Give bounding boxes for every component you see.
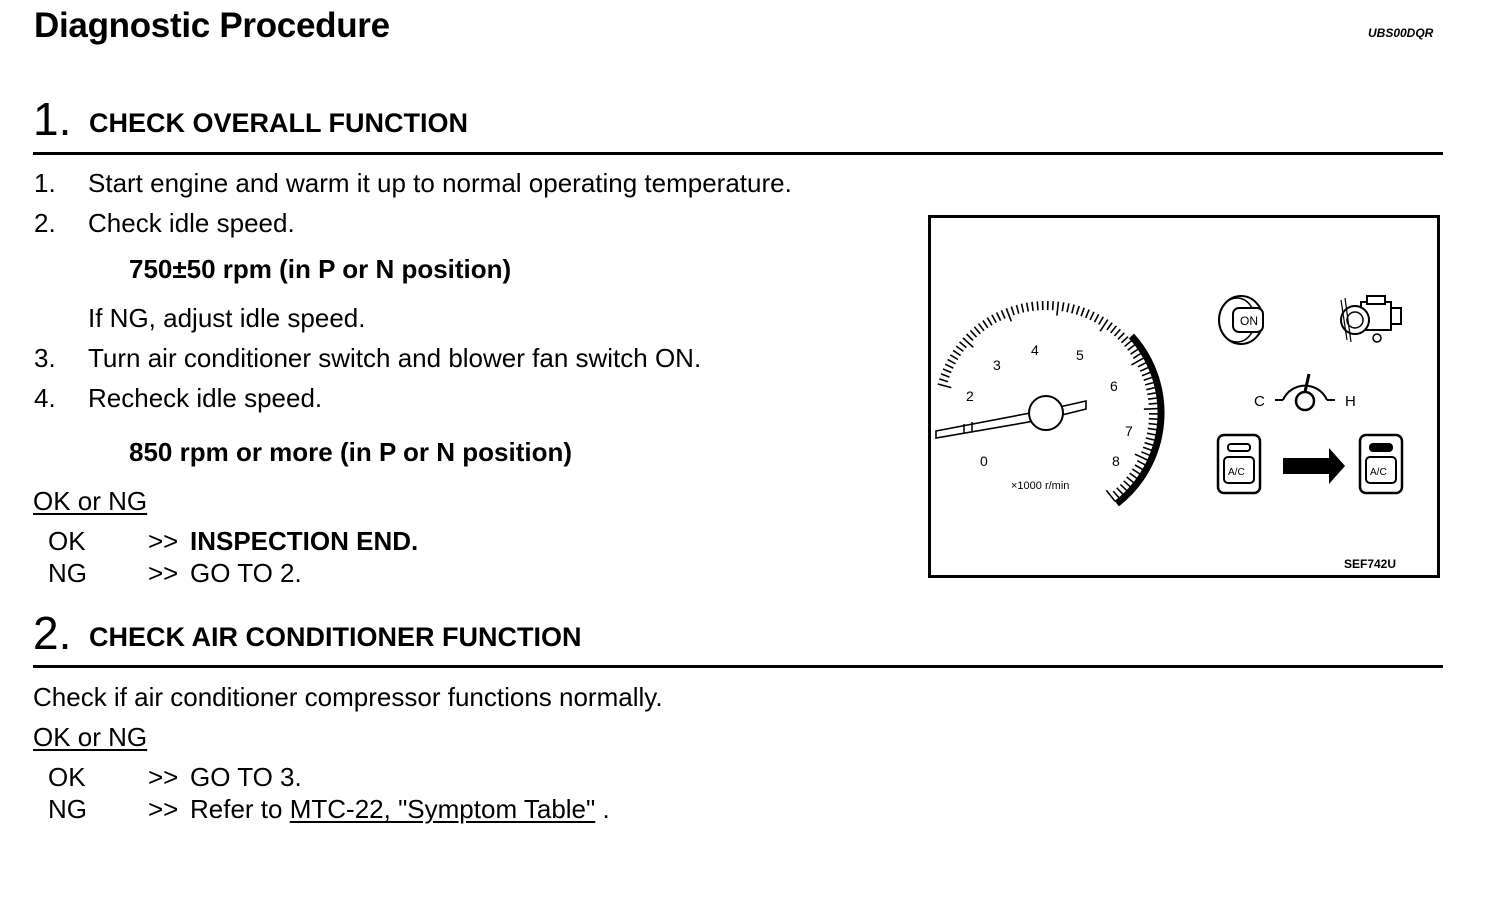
tach-tick — [1120, 484, 1127, 490]
list-item-number: 3. — [34, 343, 56, 373]
tach-label: 0 — [980, 453, 988, 469]
list-item-number: 4. — [34, 383, 56, 413]
tachometer-figure — [928, 215, 1440, 578]
result-label-ok: OK — [48, 526, 86, 556]
result-arrow: >> — [148, 762, 179, 792]
result-arrow: >> — [148, 558, 179, 588]
tach-tick — [1114, 329, 1120, 336]
list-item: Check idle speed. — [88, 208, 295, 238]
tach-tick — [1077, 306, 1080, 315]
tach-tick — [1137, 461, 1145, 465]
adjust-note: If NG, adjust idle speed. — [88, 303, 366, 333]
ok-or-ng-heading: OK or NG — [33, 722, 148, 752]
ac-idle-speed-spec: 850 rpm or more (in P or N position) — [129, 437, 573, 467]
tach-tick — [1067, 303, 1069, 312]
tach-tick — [939, 379, 948, 382]
tach-tick — [1095, 314, 1099, 322]
tach-label: 6 — [1110, 378, 1118, 394]
key-on-label: ON — [1240, 314, 1258, 328]
tach-tick — [1147, 433, 1156, 435]
result-action-ng: GO TO 2. — [190, 558, 302, 588]
list-item: Recheck idle speed. — [88, 383, 323, 413]
tach-tick — [956, 346, 963, 351]
tach-tick — [1111, 326, 1117, 333]
tach-tick — [1121, 337, 1128, 343]
list-item-number: 2. — [34, 208, 56, 238]
tach-tick — [1062, 302, 1063, 311]
step-2-divider — [33, 665, 1443, 668]
tach-label: 7 — [1125, 423, 1133, 439]
result-action-ok: GO TO 3. — [190, 762, 302, 792]
tach-tick — [1145, 383, 1154, 385]
tach-tick — [1145, 443, 1154, 446]
engine-icon — [1341, 296, 1401, 342]
tach-tick — [1131, 349, 1138, 354]
tach-tick — [1146, 438, 1155, 440]
tach-tick — [1086, 310, 1089, 318]
tach-tick — [1138, 363, 1146, 367]
tach-tick — [1022, 304, 1024, 313]
tach-tick — [1016, 305, 1018, 314]
result-label-ok: OK — [48, 762, 86, 792]
tach-tick — [1032, 302, 1033, 311]
tach-tick — [1140, 368, 1148, 372]
temp-hot-label: H — [1345, 393, 1356, 410]
tach-tick — [1006, 308, 1011, 321]
tach-tick — [1001, 310, 1005, 318]
tach-tick — [997, 313, 1001, 321]
tach-tick — [1131, 358, 1143, 365]
document-code: UBS00DQR — [1368, 26, 1434, 40]
step-2-title: CHECK AIR CONDITIONER FUNCTION — [89, 622, 582, 652]
tach-label: 3 — [993, 357, 1001, 373]
tach-tick — [945, 364, 953, 368]
tach-tick — [1128, 345, 1135, 351]
tach-tick — [1127, 477, 1134, 483]
tach-tick — [1132, 469, 1140, 474]
tach-tick — [967, 334, 973, 340]
tach-tick — [1135, 465, 1143, 470]
tach-tick — [943, 369, 951, 373]
tach-label: 2 — [966, 388, 974, 404]
ac-switch-off-icon — [1218, 435, 1260, 493]
tach-tick — [941, 374, 950, 377]
tach-tick — [1037, 301, 1038, 310]
step-1-number: 1. — [33, 93, 72, 145]
tach-tick — [974, 327, 980, 334]
ac-label: A/C — [1370, 467, 1387, 478]
tach-tick — [970, 330, 976, 337]
result-action-ng — [190, 795, 610, 825]
tach-tick — [1072, 305, 1074, 314]
step-1-divider — [33, 152, 1443, 155]
tach-label: 5 — [1076, 347, 1084, 363]
tach-tick — [1133, 354, 1141, 359]
list-item-number: 1. — [34, 168, 56, 198]
result-label-ng: NG — [48, 794, 87, 824]
list-item: Start engine and warm it up to normal operating temperature. — [88, 168, 792, 198]
tach-label: 4 — [1031, 342, 1039, 358]
tach-tick — [1147, 393, 1156, 395]
tach-tick — [1146, 388, 1155, 390]
tach-tick — [1099, 317, 1104, 325]
step-2-description: Check if air conditioner compressor functions normally. — [33, 682, 663, 712]
figure-illustration — [931, 218, 1437, 575]
period-text: . — [602, 794, 610, 824]
result-action-ok: INSPECTION END. — [190, 526, 419, 556]
symptom-table-link[interactable]: MTC-22, "Symptom Table" — [289, 794, 596, 824]
temp-cold-label: C — [1254, 393, 1265, 410]
tach-tick — [1149, 419, 1158, 420]
tach-tick — [1117, 488, 1123, 495]
tach-tick — [950, 355, 958, 360]
tach-tick — [948, 360, 956, 364]
idle-speed-spec: 750±50 rpm (in P or N position) — [129, 254, 512, 284]
tach-tick — [1057, 302, 1059, 316]
tach-tick — [1130, 473, 1137, 478]
tach-tick — [953, 350, 961, 355]
result-arrow: >> — [148, 526, 179, 556]
tach-tick — [960, 342, 967, 348]
tach-tick — [1149, 403, 1158, 404]
tach-tick — [1149, 424, 1158, 425]
ok-or-ng-heading: OK or NG — [33, 486, 148, 516]
tach-tick — [1090, 312, 1094, 320]
tach-tick — [1118, 333, 1124, 339]
page-title: Diagnostic Procedure — [34, 6, 390, 45]
tach-tick — [1141, 452, 1149, 455]
temperature-gauge-icon — [1254, 374, 1356, 410]
tach-tick — [1081, 308, 1084, 317]
tach-tick — [1011, 307, 1014, 316]
tach-tick — [1148, 428, 1157, 429]
tach-tick — [1144, 377, 1153, 380]
tach-tick — [1107, 323, 1112, 330]
tach-tick — [1113, 491, 1119, 498]
ignition-key-icon — [1219, 296, 1263, 344]
tach-tick — [992, 315, 996, 323]
tach-tick — [1027, 303, 1029, 312]
result-arrow: >> — [148, 794, 179, 824]
tach-tick — [938, 384, 952, 388]
step-1-title: CHECK OVERALL FUNCTION — [89, 108, 469, 138]
tach-tick — [983, 321, 988, 328]
tach-tick — [1142, 372, 1150, 375]
tach-tick — [987, 318, 992, 326]
tachometer-icon — [936, 301, 1161, 504]
result-label-ng: NG — [48, 558, 87, 588]
tach-tick — [1135, 454, 1148, 460]
tach-tick — [1053, 301, 1054, 310]
tach-tick — [979, 324, 984, 331]
tach-unit-label: ×1000 r/min — [1011, 480, 1070, 492]
tach-tick — [1124, 481, 1131, 487]
tach-tick — [1143, 447, 1152, 450]
tach-tick — [1148, 398, 1157, 399]
ac-label: A/C — [1228, 467, 1245, 478]
figure-code: SEF742U — [1344, 557, 1397, 571]
ac-switch-on-icon — [1360, 435, 1402, 493]
tach-label: 8 — [1112, 453, 1120, 469]
refer-to-text: Refer to — [190, 794, 283, 824]
tach-tick — [1125, 341, 1132, 347]
list-item: Turn air conditioner switch and blower fan switch ON. — [88, 343, 702, 373]
tach-tick — [1144, 409, 1158, 410]
step-2-number: 2. — [33, 607, 72, 659]
arrow-right-icon — [1283, 448, 1345, 484]
